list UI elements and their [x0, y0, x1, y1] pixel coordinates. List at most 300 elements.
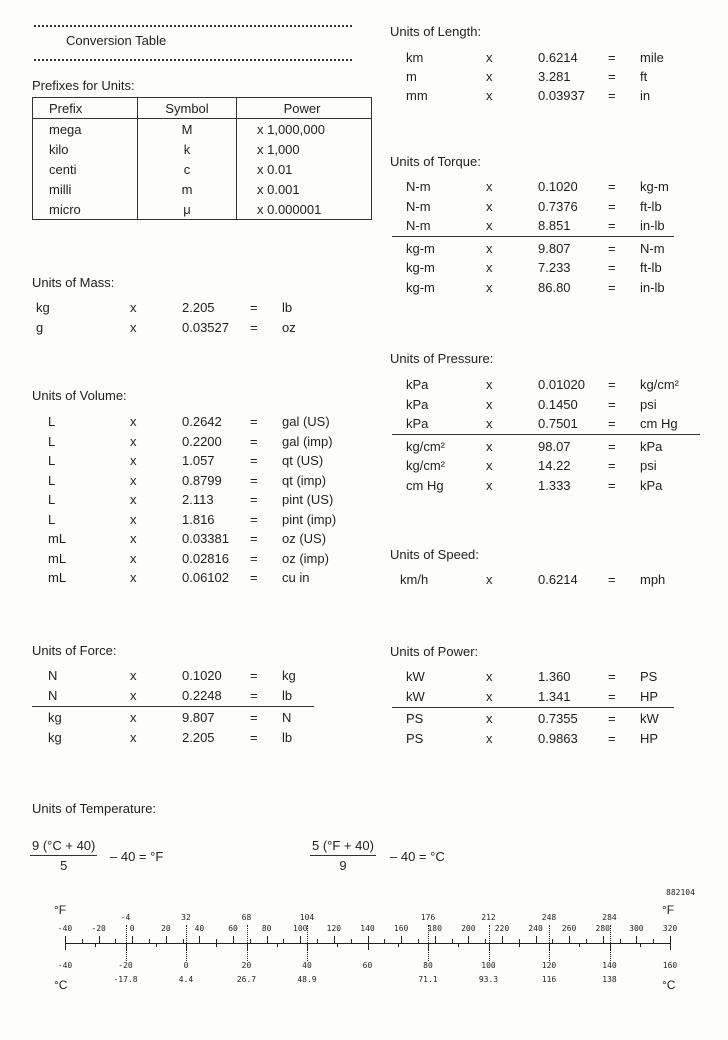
volume-times-sign: x [130, 414, 137, 429]
speed-to-unit: mph [640, 572, 666, 587]
force-row [32, 730, 332, 750]
force-equals-sign: = [250, 710, 258, 725]
volume-from-unit: L [48, 492, 56, 507]
mass-equals-sign: = [250, 300, 258, 315]
f-tick-label: 300 [629, 924, 644, 933]
f-tick [99, 936, 100, 943]
c-equivalence-label: 26.7 [236, 975, 257, 984]
c-tick-label: 80 [423, 961, 433, 970]
torque-from-unit: N-m [406, 198, 431, 214]
f-tick-label: 260 [561, 924, 577, 933]
volume-from-unit: L [48, 414, 56, 429]
torque-to-unit: kg-m [640, 179, 669, 194]
torque-divider [392, 236, 674, 237]
volume-times-sign: x [130, 453, 137, 468]
f-equivalence-label: 176 [420, 913, 436, 922]
c-minor-tick [95, 943, 96, 947]
speed-equals-sign: = [608, 572, 616, 587]
f-tick-label: 220 [494, 924, 510, 933]
power-equals-sign: = [608, 711, 616, 726]
pressure-from-unit: kg/cm² [406, 438, 445, 454]
volume-equals-sign: = [250, 511, 258, 527]
volume-from-unit: L [48, 433, 56, 449]
volume-times-sign: x [130, 472, 137, 488]
f-tick [233, 936, 234, 943]
f-tick-label: 140 [360, 924, 375, 933]
torque-times-sign: x [486, 260, 493, 275]
volume-row [32, 414, 332, 434]
c-equivalence-label: 93.3 [478, 975, 499, 984]
power-factor: 1.341 [538, 689, 571, 704]
speed-factor: 0.6214 [538, 572, 578, 587]
f-minor-tick [384, 939, 385, 943]
figure-code: 882104 [666, 888, 695, 897]
formula-f-to-c-denominator: 9 [339, 858, 347, 873]
volume-row [32, 551, 332, 571]
f-equivalence-label: 68 [241, 913, 252, 922]
mass-to-unit: oz [282, 320, 296, 335]
symbol-cell: c [138, 159, 237, 179]
torque-to-unit: N-m [640, 240, 665, 256]
length-factor: 0.6214 [538, 50, 578, 65]
formula-f-to-c-rest: – 40 = °C [390, 849, 445, 864]
power-from-unit: PS [406, 731, 424, 746]
volume-equals-sign: = [250, 453, 258, 468]
volume-factor: 0.2642 [182, 414, 222, 429]
pressure-divider [392, 434, 700, 435]
pressure-from-unit: kPa [406, 377, 429, 392]
f-equivalence-label: 248 [541, 913, 557, 922]
equivalence-mark [610, 925, 611, 961]
f-minor-tick [485, 939, 486, 943]
mass-row [32, 300, 332, 320]
torque-factor: 9.807 [538, 240, 571, 256]
c-minor-tick [640, 943, 641, 947]
force-equals-sign: = [250, 668, 258, 683]
force-heading: Units of Force: [32, 643, 117, 658]
volume-to-unit: gal (imp) [282, 433, 333, 449]
pressure-times-sign: x [486, 377, 493, 392]
prefix-header: Prefix [33, 98, 138, 119]
f-tick [368, 936, 369, 943]
torque-row [390, 260, 690, 280]
force-to-unit: kg [282, 668, 296, 683]
volume-row [32, 511, 337, 532]
f-equivalence-label: 104 [299, 913, 315, 922]
volume-to-unit: pint (imp) [282, 511, 337, 527]
pressure-from-unit: cm Hg [406, 477, 444, 493]
formula-c-to-f-rest: – 40 = °F [110, 849, 164, 864]
f-tick [267, 936, 268, 943]
pressure-to-unit: psi [640, 458, 657, 473]
f-tick [569, 936, 570, 943]
volume-factor: 1.057 [182, 453, 215, 468]
c-equivalence-label: 71.1 [418, 975, 438, 984]
c-minor-tick [156, 943, 157, 947]
torque-equals-sign: = [608, 260, 616, 275]
prefix-cell: kilo [49, 141, 69, 157]
force-from-unit: kg [48, 730, 62, 745]
pressure-row [390, 439, 690, 459]
force-row [32, 688, 332, 708]
torque-to-unit: ft-lb [640, 260, 662, 275]
volume-row [32, 434, 332, 454]
torque-from-unit: kg-m [406, 260, 435, 275]
length-factor: 3.281 [538, 69, 571, 84]
c-tick-label: 40 [302, 961, 312, 970]
volume-times-sign: x [130, 511, 137, 527]
length-from-unit: m [406, 69, 417, 84]
force-times-sign: x [130, 668, 137, 683]
volume-to-unit: cu in [282, 570, 310, 585]
f-tick-label: -40 [57, 924, 73, 933]
c-minor-tick [579, 943, 580, 947]
length-times-sign: x [486, 69, 493, 84]
f-tick [502, 936, 503, 943]
volume-from-unit: mL [48, 531, 67, 546]
torque-row [390, 179, 690, 199]
speed-times-sign: x [486, 572, 493, 587]
c-minor-tick [216, 943, 217, 947]
volume-equals-sign: = [250, 570, 258, 585]
c-tick [670, 943, 671, 950]
fahrenheit-right-label: °F [662, 903, 675, 917]
pressure-to-unit: kPa [640, 438, 663, 454]
formula-c-to-f-denominator: 5 [60, 858, 68, 873]
pressure-equals-sign: = [608, 458, 616, 473]
f-minor-tick [317, 939, 318, 943]
volume-times-sign: x [130, 433, 137, 449]
power-heading: Units of Power: [390, 644, 479, 659]
prefix-row [33, 119, 372, 140]
mass-row [32, 320, 332, 340]
torque-to-unit: in-lb [640, 218, 665, 233]
torque-equals-sign: = [608, 198, 616, 214]
torque-equals-sign: = [608, 179, 616, 194]
formula-c-to-f-fraction [30, 838, 97, 873]
pressure-from-unit: kPa [406, 416, 429, 431]
pressure-equals-sign: = [608, 396, 616, 412]
power-equals-sign: = [608, 689, 616, 704]
c-equivalence-label: -17.8 [113, 975, 138, 984]
c-tick-label: -40 [57, 961, 73, 970]
torque-equals-sign: = [608, 240, 616, 256]
force-to-unit: N [282, 710, 292, 725]
power-factor: 0.7355 [538, 711, 578, 726]
pressure-times-sign: x [486, 416, 493, 431]
power-to-unit: HP [640, 731, 659, 746]
length-row [390, 50, 690, 70]
torque-from-unit: N-m [406, 218, 431, 233]
f-tick [65, 936, 66, 943]
length-equals-sign: = [608, 50, 616, 65]
mass-factor: 2.205 [182, 300, 215, 315]
volume-factor: 0.03381 [182, 531, 229, 546]
c-tick-label: 0 [183, 961, 189, 970]
volume-factor: 0.06102 [182, 570, 229, 585]
force-row [32, 668, 332, 688]
power-factor: 0.9863 [538, 731, 578, 746]
f-tick-label: 320 [662, 924, 678, 933]
pressure-row [390, 458, 690, 478]
length-to-unit: ft [640, 69, 648, 84]
torque-to-unit: ft-lb [640, 198, 662, 214]
force-to-unit: lb [282, 688, 293, 703]
f-tick [636, 936, 637, 943]
torque-times-sign: x [486, 218, 493, 233]
c-tick-label: 160 [662, 961, 678, 970]
torque-from-unit: kg-m [406, 240, 435, 256]
equivalence-mark [186, 925, 187, 961]
torque-row [390, 280, 690, 300]
mass-factor: 0.03527 [182, 320, 229, 335]
volume-from-unit: L [48, 453, 56, 468]
prefix-row [33, 159, 372, 179]
torque-times-sign: x [486, 198, 493, 214]
power-row [390, 689, 690, 709]
pressure-to-unit: psi [640, 396, 657, 412]
f-tick [603, 936, 604, 943]
force-factor: 0.2248 [182, 688, 222, 703]
pressure-factor: 0.01020 [538, 377, 585, 392]
f-tick-label: 20 [161, 924, 171, 933]
equivalence-mark [247, 925, 248, 961]
f-tick-label: -20 [91, 924, 106, 933]
f-equivalence-label: 32 [181, 913, 191, 922]
equivalence-mark [126, 925, 127, 961]
f-tick-label: 280 [595, 924, 610, 933]
torque-row [390, 199, 690, 219]
pressure-times-sign: x [486, 458, 493, 473]
force-factor: 9.807 [182, 710, 215, 725]
c-minor-tick [458, 943, 459, 947]
title-top-rule [34, 25, 352, 27]
torque-factor: 7.233 [538, 260, 571, 275]
length-equals-sign: = [608, 69, 616, 84]
torque-to-unit: in-lb [640, 279, 665, 295]
volume-from-unit: mL [48, 570, 67, 585]
formula-c-to-f-numerator: 9 (°C + 40) [30, 838, 97, 856]
volume-row [32, 531, 332, 551]
volume-equals-sign: = [250, 492, 258, 507]
force-times-sign: x [130, 730, 137, 745]
volume-factor: 0.8799 [182, 472, 222, 488]
volume-to-unit: oz (imp) [282, 550, 329, 566]
force-from-unit: kg [48, 710, 62, 725]
volume-times-sign: x [130, 492, 137, 507]
power-from-unit: PS [406, 711, 424, 726]
volume-factor: 0.2200 [182, 433, 222, 449]
volume-factor: 0.02816 [182, 550, 229, 566]
torque-from-unit: kg-m [406, 279, 435, 295]
pressure-to-unit: cm Hg [640, 416, 678, 431]
length-row [390, 88, 690, 108]
pressure-equals-sign: = [608, 377, 616, 392]
f-tick-label: 160 [393, 924, 409, 933]
volume-from-unit: L [48, 472, 56, 488]
power-times-sign: x [486, 711, 493, 726]
f-tick-label: 100 [293, 924, 308, 933]
pressure-row [390, 397, 690, 417]
prefixes-table [32, 97, 372, 220]
f-minor-tick [552, 939, 553, 943]
force-divider [32, 706, 314, 707]
power-times-sign: x [486, 731, 493, 746]
power-to-unit: kW [640, 711, 659, 726]
f-tick [536, 936, 537, 943]
pressure-factor: 98.07 [538, 438, 571, 454]
power-cell: x 0.000001 [257, 201, 322, 217]
c-tick-label: 100 [481, 961, 496, 970]
pressure-row [390, 377, 690, 397]
pressure-equals-sign: = [608, 416, 616, 431]
volume-to-unit: pint (US) [282, 492, 334, 507]
length-times-sign: x [486, 50, 493, 65]
pressure-from-unit: kPa [406, 396, 429, 412]
c-tick-label: 140 [602, 961, 617, 970]
pressure-heading: Units of Pressure: [390, 351, 494, 366]
temperature-heading: Units of Temperature: [32, 801, 157, 816]
volume-row [32, 492, 332, 512]
f-tick [166, 936, 167, 943]
power-cell: x 1,000 [257, 141, 300, 157]
force-equals-sign: = [250, 688, 258, 703]
torque-equals-sign: = [608, 218, 616, 233]
torque-row [390, 218, 690, 238]
power-factor: 1.360 [538, 669, 571, 684]
c-minor-tick [519, 943, 520, 947]
pressure-equals-sign: = [608, 438, 616, 454]
power-from-unit: kW [406, 689, 425, 704]
length-from-unit: mm [406, 88, 428, 103]
mass-times-sign: x [130, 300, 137, 315]
volume-row [32, 473, 332, 493]
f-equivalence-label: 284 [602, 913, 617, 922]
pressure-factor: 0.7501 [538, 416, 578, 431]
volume-factor: 1.816 [182, 511, 215, 527]
symbol-header: Symbol [138, 98, 237, 119]
f-tick [199, 936, 200, 943]
equivalence-mark [307, 925, 308, 961]
f-tick-label: 240 [528, 924, 543, 933]
f-minor-tick [620, 939, 621, 943]
mass-from-unit: kg [36, 300, 50, 315]
length-to-unit: mile [640, 50, 664, 65]
f-minor-tick [82, 939, 83, 943]
celsius-right-label: °C [662, 978, 676, 992]
prefixes-heading: Prefixes for Units: [32, 78, 135, 93]
power-to-unit: PS [640, 669, 658, 684]
prefix-row [33, 139, 372, 159]
torque-from-unit: N-m [406, 179, 431, 194]
length-to-unit: in [640, 88, 651, 103]
volume-equals-sign: = [250, 472, 258, 488]
power-row [390, 731, 690, 751]
speed-from-unit: km/h [400, 572, 429, 587]
pressure-times-sign: x [486, 438, 493, 454]
force-times-sign: x [130, 688, 137, 703]
prefix-cell: mega [49, 121, 82, 137]
f-minor-tick [115, 939, 116, 943]
power-cell: x 0.01 [257, 161, 293, 177]
length-factor: 0.03937 [538, 88, 585, 103]
symbol-cell: m [138, 179, 237, 199]
mass-from-unit: g [36, 320, 44, 335]
volume-equals-sign: = [250, 433, 258, 449]
mass-heading: Units of Mass: [32, 275, 115, 290]
page-title: Conversion Table [66, 33, 167, 48]
volume-from-unit: mL [48, 550, 67, 566]
volume-equals-sign: = [250, 550, 258, 566]
prefix-row [33, 179, 372, 199]
equivalence-mark [428, 925, 429, 961]
f-minor-tick [653, 939, 654, 943]
volume-from-unit: L [48, 511, 56, 527]
power-row [390, 669, 690, 689]
length-times-sign: x [486, 88, 493, 103]
length-equals-sign: = [608, 88, 616, 103]
mass-times-sign: x [130, 320, 137, 335]
formula-f-to-c-numerator: 5 (°F + 40) [310, 838, 376, 856]
equivalence-mark [489, 925, 490, 961]
force-from-unit: N [48, 688, 58, 703]
pressure-row [390, 478, 690, 498]
speed-heading: Units of Speed: [390, 547, 479, 562]
power-equals-sign: = [608, 731, 616, 746]
volume-factor: 2.113 [182, 492, 214, 507]
c-tick [65, 943, 66, 950]
torque-times-sign: x [486, 279, 493, 295]
mass-to-unit: lb [282, 300, 293, 315]
pressure-factor: 14.22 [538, 458, 571, 473]
power-times-sign: x [486, 669, 493, 684]
torque-factor: 0.1020 [538, 179, 578, 194]
force-to-unit: lb [282, 730, 293, 745]
mass-equals-sign: = [250, 320, 258, 335]
c-equivalence-label: 48.9 [297, 975, 317, 984]
f-tick [132, 936, 133, 943]
f-tick-label: 40 [194, 924, 205, 933]
f-minor-tick [149, 939, 150, 943]
volume-to-unit: gal (US) [282, 414, 330, 429]
torque-factor: 8.851 [538, 218, 571, 233]
f-tick [468, 936, 469, 943]
formula-f-to-c-fraction [310, 838, 376, 873]
power-to-unit: HP [640, 689, 659, 704]
c-minor-tick [277, 943, 278, 947]
power-row [390, 711, 690, 731]
length-heading: Units of Length: [390, 24, 482, 39]
volume-equals-sign: = [250, 531, 258, 546]
f-tick-label: 0 [129, 924, 135, 933]
c-minor-tick [398, 943, 399, 947]
force-times-sign: x [130, 710, 137, 725]
power-header: Power [237, 98, 372, 119]
c-minor-tick [337, 943, 338, 947]
f-minor-tick [586, 939, 587, 943]
volume-times-sign: x [130, 531, 137, 546]
f-tick [435, 936, 436, 943]
power-cell: x 1,000,000 [257, 121, 325, 137]
c-tick [368, 943, 369, 950]
power-equals-sign: = [608, 669, 616, 684]
volume-heading: Units of Volume: [32, 388, 127, 403]
volume-times-sign: x [130, 570, 137, 585]
torque-heading: Units of Torque: [390, 154, 481, 169]
volume-to-unit: qt (US) [282, 453, 324, 468]
pressure-to-unit: kPa [640, 477, 663, 493]
pressure-equals-sign: = [608, 477, 616, 493]
